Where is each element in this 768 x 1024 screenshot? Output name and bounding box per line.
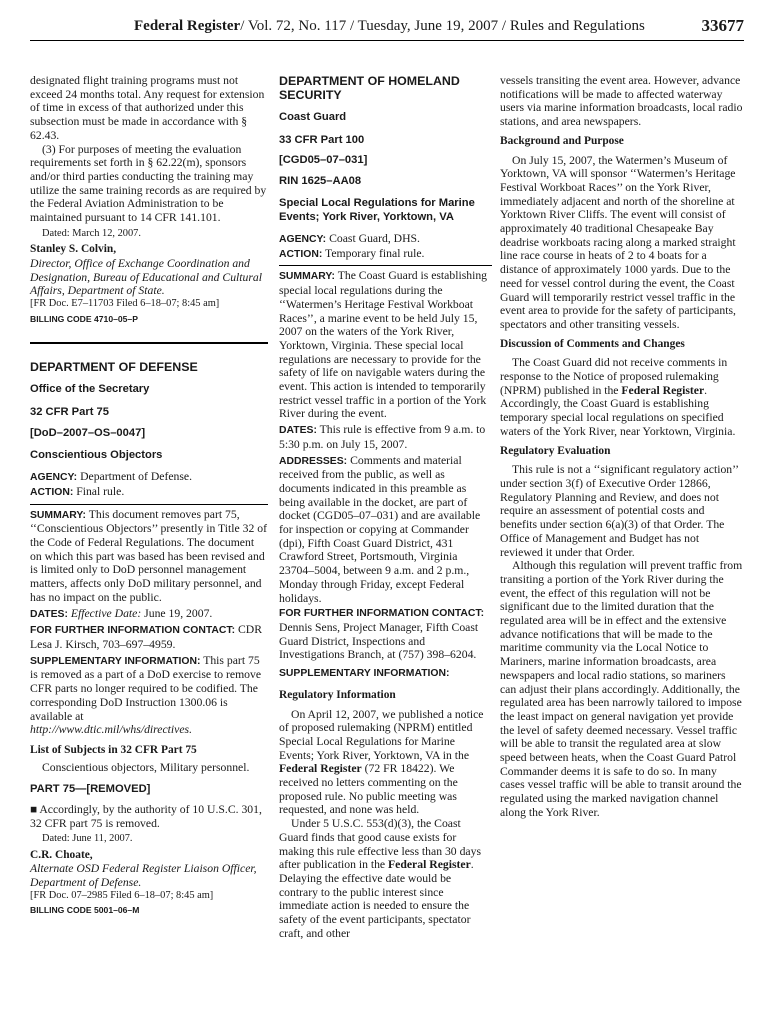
column-3 [500,74,743,820]
action-line [30,485,268,500]
signer-title: Director, Office of Exchange Coordination and Designation, Bureau of Educational and Cultural Affairs, Department of State. [30,256,263,298]
effective-date-label: Effective Date: [67,606,142,620]
contact-label: FOR FURTHER INFORMATION CONTACT: [279,608,485,620]
text-run: Under 5 U.S.C. 553(d)(3), the Coast Guard finds that good cause exists for making this rule effective less than 30 days after publication in the [279,817,481,872]
regulatory-evaluation-heading: Regulatory Evaluation [500,444,611,457]
amendatory-paragraph [30,803,268,830]
department-heading: DEPARTMENT OF HOMELAND SECURITY [279,74,460,102]
journal-name: Federal Register [134,18,241,34]
regulatory-info-paragraph-1 [279,708,492,818]
background-paragraph: On July 15, 2007, the Watermen’s Museum of Yorktown, VA will sponsor ‘‘Watermen’s Heritage Festival Workboat Races’’ on the York River, immediately adjacent and north of the shoreline at Yorktown River Cliffs. The event will consist of approximately 40 traditional Chesapeake Bay deadrise workboats racing along a marked straight line race course in heats of 2 to 4 boats for a distance of approximately 1000 yards. Due to the need for vessel control during the event, the Coast Guard will temporarily restrict vessel traffic in the event area to provide for the safety of participants, spectators and other transiting vessels. [500,153,736,331]
page-header [30,12,744,41]
column-1 [30,74,268,918]
agency-heading: Coast Guard [279,111,347,123]
summary-text: This document removes part 75, ‘‘Conscientious Objectors’’ presently in Title 32 of the Code of Federal Regulations. The document on which this part was based has been revised and is limited only to DoD personnel management matters, affects only DoD military personnel, and has no impact on the public. [30,507,267,604]
action-value: Temporary final rule. [322,246,425,260]
part-removed-heading: PART 75—[REMOVED] [30,783,151,796]
agency-line [279,232,492,247]
docket-number: [DoD–2007–OS–0047] [30,427,146,440]
rin-number: RIN 1625–AA08 [279,174,362,187]
dates-text: June 19, 2007. [141,606,213,620]
regulatory-evaluation-paragraph-1: This rule is not a ‘‘significant regulatory action’’ under section 3(f) of Executive Order 12866, Regulatory Planning and Review, and does not require an assessment of potential costs and benefits under section 6(a)(3) of that Order. The Office of Management and Budget has not reviewed it under that Order. [500,463,739,559]
text-run: On April 12, 2007, we published a notice of proposed rulemaking (NPRM) entitled Special Local Regulations for Marine Events; York River, Yorktown, VA in the [279,707,484,762]
text-run: . Accordingly, the Coast Guard is establishing temporary special local regulations on specified waters of the York River, near Yorktown, Virginia. [500,383,736,438]
agency-label: AGENCY: [30,472,78,484]
supplementary-label: SUPPLEMENTARY INFORMATION: [30,655,201,667]
amendment-text: Accordingly, by the authority of 10 U.S.C. 301, 32 CFR part 75 is removed. [30,802,262,830]
divider [279,265,492,266]
contact-label: FOR FURTHER INFORMATION CONTACT: [30,625,236,637]
dates-label: DATES: [30,608,68,620]
issue-details: / Vol. 72, No. 117 / Tuesday, June 19, 2007 / Rules and Regulations [240,18,645,34]
dates-text: This rule is effective from 9 a.m. to 5:30 p.m. on July 15, 2007. [279,423,486,451]
dated-line-2: Dated: June 11, 2007. [42,833,133,845]
agency-value: Department of Defense. [77,470,193,484]
billing-code: BILLING CODE 4710–05–P [30,313,138,324]
supplementary-text: This part 75 is removed as a part of a DoD exercise to remove CFR parts no longer required to be codified. The corresponding DoD Instruction 1300.06 is available at [30,653,262,723]
cfr-part: 32 CFR Part 75 [30,405,109,418]
supplementary-paragraph [30,654,268,724]
rule-title: Conscientious Objectors [30,448,163,461]
federal-register-ref: Federal Register [388,858,471,872]
text-run: (72 FR 18422). We received no letters commenting on the proposed rule. No public meeting was requested, and none was held. [279,762,458,817]
signer-name-2: C.R. Choate, [30,848,93,861]
continued-text: vessels transiting the event area. However, advance notifications will be made to affected waterway users via marine information broadcasts, local radio stations, and area newspapers. [500,74,743,129]
amendment-bullet: ■ [30,802,38,816]
summary-label: SUMMARY: [30,509,86,521]
action-label: ACTION: [279,248,323,260]
cfr-part: 33 CFR Part 100 [279,133,365,146]
contact-text: Dennis Sens, Project Manager, Fifth Coast Guard District, Inspections and Investigations Branch, at (757) 398–6204. [279,620,479,662]
regulatory-information-heading: Regulatory Information [279,688,396,701]
dates-paragraph [30,607,268,622]
regulatory-evaluation-paragraph-2: Although this regulation will prevent traffic from transiting a portion of the York River during the event, the effect of this regulation will not be significant due to the limited duration that the regulated area will be in effect and the extensive advance notifications that will be made to the maritime community via the Local Notice to Mariners, marine information broadcasts, area newspapers and local radio stations, so mariners can adjust their plans accordingly. Additionally, the regulated area has been narrowly tailored to impose the least impact on general navigation yet provide the level of safety deemed necessary. Vessel traffic will be able to transit the regulated area at slow speed between heats, when the Coast Guard Patrol Commander deems it is safe to do so. In many cases vessel traffic will be able to transit around the regulated using the marked navigation channel along the York River. [500,559,743,819]
rule-title: Special Local Regulations for Marine Events; York River, Yorktown, VA [279,197,475,223]
action-line [279,247,492,262]
supplementary-label: SUPPLEMENTARY INFORMATION: [279,668,450,680]
dates-paragraph [279,423,492,451]
docket-number: [CGD05–07–031] [279,154,368,166]
signer-name: Stanley S. Colvin, [30,243,117,256]
text-run: The Coast Guard did not receive comments in response to the Notice of proposed rulemaking (NPRM) published in the [500,356,728,397]
fr-doc-line-2: [FR Doc. 07–2985 Filed 6–18–07; 8:45 am] [30,889,214,901]
background-heading: Background and Purpose [500,134,624,147]
running-head [134,18,645,35]
summary-text: The Coast Guard is establishing special local regulations during the ‘‘Watermen’s Heritage Festival Workboat Races’’, a marine event to be held July 15, 2007 on the waters of the York River, Yorktown, Virginia. These special local regulations are necessary to provide for the safety of life on navigable waters during the event. This action is intended to temporarily restrict vessel traffic in a portion of the York River during the event. [279,269,488,421]
section-divider [30,342,268,344]
addresses-paragraph [279,454,492,606]
addresses-text: Comments and material received from the public, as well as documents indicated in this preamble as being available in the docket, are part of docket (CGD05–07–031) and are available for inspection or copying at Commander (dpi), Fifth Coast Guard District, 431 Crawford Street, Portsmouth, Virginia 23704–5004, between 9 a.m. and 2 p.m., Monday through Friday, except Federal holidays. [279,453,481,605]
agency-value: Coast Guard, DHS. [326,232,420,245]
divider [30,504,268,505]
department-heading: DEPARTMENT OF DEFENSE [30,360,198,375]
regulatory-info-paragraph-2 [279,817,492,940]
office-heading: Office of the Secretary [30,383,150,396]
agency-line [30,470,268,485]
agency-label: AGENCY: [279,234,327,245]
billing-code-2: BILLING CODE 5001–06–M [30,905,140,916]
discussion-paragraph [500,356,743,438]
dated-line: Dated: March 12, 2007. [42,227,141,239]
directives-link[interactable]: http://www.dtic.mil/whs/directives. [30,723,192,737]
contact-text: CDR Lesa J. Kirsch, 703–697–4959. [30,623,263,651]
page-number: 33677 [701,16,744,35]
summary-label: SUMMARY: [279,271,335,283]
signer-title-2: Alternate OSD Federal Register Liaison Officer, Department of Defense. [30,862,257,890]
text-run: . Delaying the effective date would be contrary to the public interest since immediate action is needed to ensure the safety of the event participants, spectator craft, and other [279,858,474,940]
fr-doc-line: [FR Doc. E7–11703 Filed 6–18–07; 8:45 am] [30,298,220,310]
addresses-label: ADDRESSES: [279,455,348,467]
summary-paragraph [279,269,492,421]
continued-paragraph: (3) For purposes of meeting the evaluation requirements set forth in § 62.22(m), sponsors and/or third parties conducting the training may utilize the same training records as are required by the Federal Aviation Administration to be maintained pursuant to 14 CFR 141.101. [30,142,267,225]
federal-register-ref: Federal Register [279,762,362,776]
column-2 [279,74,492,940]
action-label: ACTION: [30,486,74,498]
continued-text: designated flight training programs must not exceed 24 months total. Any request for extension of time in excess of that authorized under this subsection must be made in accordance with § 62.43. [30,74,265,142]
action-value: Final rule. [73,484,125,498]
summary-paragraph [30,508,268,605]
federal-register-ref: Federal Register [621,383,705,397]
contact-paragraph [30,623,268,651]
subjects-text: Conscientious objectors, Military personnel. [42,760,250,774]
discussion-heading: Discussion of Comments and Changes [500,337,685,350]
subjects-heading: List of Subjects in 32 CFR Part 75 [30,743,197,756]
dates-label: DATES: [279,425,317,437]
